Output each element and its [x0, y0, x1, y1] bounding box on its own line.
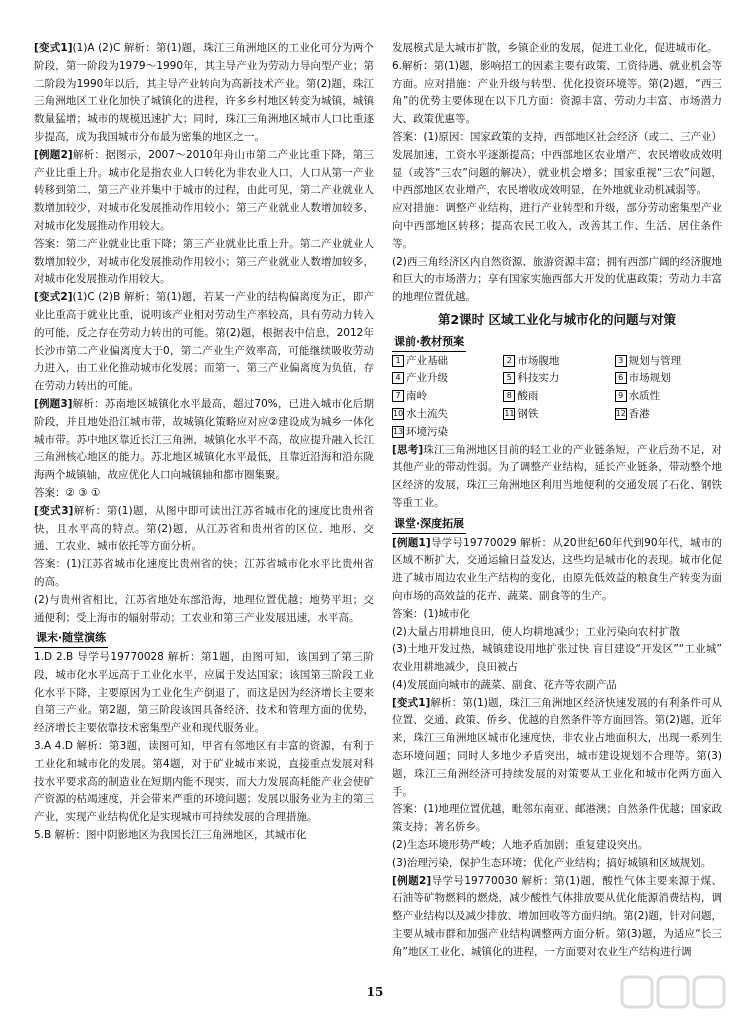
paragraph-text: (2)生态环境形势严峻；人地矛盾加剧；重复建设突出。	[392, 839, 649, 852]
page-number: 15	[366, 985, 384, 999]
answer-paragraph	[34, 396, 374, 485]
preview-answer-item	[392, 353, 499, 371]
paragraph-text: (2)大量占用耕地良田，使人均耕地减少；工业污染向农村扩散	[392, 625, 680, 638]
paragraph-text: 解析：苏南地区城镇化水平最高，超过70%，已进入城市化后期阶段，并且地处沿江城市带，故城镇化策略应对应②建设成为城乡一体化城市带。苏中地区靠近长江三角洲，城镇化水平不高，故应提升融入长江三角洲核心地区的能力。苏北地区城镇化水平最低，且靠近沿海和沿东陇海两个城镇轴，故应优化人口向城镇轴和都市圈集聚。	[34, 397, 374, 482]
answer-paragraph	[392, 695, 722, 802]
answer-paragraph	[34, 556, 374, 592]
left-column	[34, 40, 374, 845]
preview-answer-item	[615, 353, 722, 371]
question-tag: [例题1]	[392, 536, 431, 549]
paragraph-text: 解析：据图示，2007～2010年舟山市第二产业比重下降，第三产业比重上升。城市化是指农业人口转化为非农业人口，人口从第一产业转移到第二、第三产业并集中于城市的过程，由此可见，第二产业就业人数增加较少，对城市化发展推动作用较小；第三产业就业人数增加较多，对城市化发展推动作用较大。	[34, 148, 374, 232]
paragraph-text: (2)与贵州省相比，江苏省地处东部沿海，地理位置优越；地势平坦；交通便利；受上海市的辐射带动；工农业和第三产业发展迅速，水平高。	[34, 593, 374, 624]
preview-answer-item	[392, 424, 499, 442]
item-text: 环境污染	[406, 425, 448, 438]
question-tag: [例题3]	[34, 397, 73, 410]
paragraph-text: 导学号19770029 解析：从20世纪60年代到90年代，城市的区域不断扩大，交通运输日益发达，这些均是城市化的表现。城市化促进了城市周边农业生产结构的变化，由原先低效益的粮食生产转变为面向市场的高效益的花卉、蔬菜、副食等的生产。	[392, 536, 722, 602]
paragraph-text: 答案：(1)原因：国家政策的支持，西部地区社会经济（或二、三产业）发展加速，工资水平逐渐提高；中西部地区农业增产、农民增收成效明显（或答“三农”问题的解决），就业机会增多；国家重视“三农”问题，中西部地区农业增产，农民增收成效明显，在外地就业动机减弱等。	[392, 130, 722, 197]
preview-answer-item	[503, 406, 610, 424]
item-text: 规划与管理	[628, 354, 682, 367]
preview-answer-item	[503, 370, 610, 388]
answer-paragraph	[34, 40, 374, 147]
lesson-title: 第2课时 区域工业化与城市化的问题与对策	[437, 311, 677, 327]
answer-paragraph	[392, 535, 722, 606]
paragraph-text: (3)土地开发过热，城镇建设用地扩张过快 盲目建设“开发区”“工业城” 农业用耕地减少，良田被占	[392, 643, 722, 674]
preview-answer-item	[615, 406, 722, 424]
item-number-box: 10	[393, 408, 404, 418]
section-deep-extension: 课堂·深度拓展	[392, 515, 466, 534]
right-column	[392, 40, 722, 962]
answer-paragraph	[392, 801, 722, 837]
preview-answer-item	[503, 388, 610, 406]
item-text: 钢铁	[517, 407, 539, 420]
answer-paragraph	[392, 624, 722, 642]
item-number-box: 7	[392, 390, 404, 402]
think-tag: [思考]	[392, 443, 424, 456]
item-number-box: 6	[615, 372, 627, 384]
paragraph-text: 答案：第二产业就业比重下降；第三产业就业比重上升。第二产业就业人数增加较少，对城市化发展推动作用较小；第三产业就业人数增加较多，对城市化发展推动作用较大。	[34, 237, 374, 286]
answer-paragraph	[34, 236, 374, 289]
question-tag: [例题2]	[34, 148, 73, 161]
paragraph-text: 发展模式是大城市扩散，乡镇企业的发展，促进工业化，促进城市化。	[392, 42, 718, 54]
paragraph-text: 6.解析：第(1)题，影响招工的因素主要有政策、工资待遇、就业机会等方面。应对措施：产业升级与转型、优化投资环境等。第(2)题，“西三角”的优势主要体现在以下几方面：资源丰富、劳动力丰富、市场潜力大、政策优惠等。	[392, 59, 722, 126]
preview-answer-item	[615, 370, 722, 388]
answer-paragraph	[34, 503, 374, 556]
answer-paragraph	[34, 827, 374, 845]
paragraph-text: 答案：(1)江苏省城市化速度比贵州省的快；江苏省城市化水平比贵州省的高。	[34, 558, 374, 588]
item-text: 水质性	[628, 390, 661, 403]
question-tag: [变式3]	[34, 504, 74, 517]
question-tag: [变式1]	[392, 696, 431, 709]
preview-answer-item	[392, 388, 499, 406]
preview-answer-item	[392, 370, 499, 388]
preview-answer-item	[615, 388, 722, 406]
answer-paragraph	[34, 289, 374, 396]
paragraph-text: 答案：② ③ ①	[34, 486, 101, 499]
answer-paragraph	[392, 606, 722, 624]
answer-paragraph	[392, 200, 722, 253]
item-text: 科技实力	[517, 372, 560, 385]
preview-answer-item	[392, 406, 499, 424]
answer-paragraph	[34, 147, 374, 236]
item-text: 南岭	[406, 390, 427, 403]
paragraph-text: 答案：(1)地理位置优越，毗邻东南亚、邮港澳；自然条件优越；国家政策支持；著名侨乡。	[392, 803, 722, 834]
paragraph-text: 解析：第(1)题，从图中即可读出江苏省城市化的速度比贵州省快，且水平高的特点。第(2)题，从江苏省和贵州省的区位、地形、交通、工农业、城市依托等方面分析。	[34, 504, 374, 553]
think-text: 珠江三角洲地区目前的轻工业的产业链条短，产业后劲不足，对其他产业的带动性弱。为了调整产业结构，延长产业链条，带动整个地区经济的发展，珠江三角洲地区利用当地便利的交通发展了石化、钢铁等重工业。	[392, 443, 722, 509]
answer-paragraph	[34, 738, 374, 827]
answer-paragraph	[392, 254, 722, 307]
item-text: 产业升级	[406, 372, 448, 385]
paragraph-text: 1.D 2.B 导学号19770028 解析：第1题，由图可知，该国到了第三阶段，城市化水平远高于工业化水平，应属于发达国家；该国第三阶段工业化水平下降，主要原因为工业化生产倒退了，而这是因为经济增长主要来自第三产业。第2题，第三阶段该国具备经济、技术和管理方面的优势，经济增长主要依靠技术密集型产业和现代服务业。	[34, 651, 374, 735]
item-number-box: 2	[503, 355, 515, 367]
item-number-box: 11	[504, 408, 515, 418]
preview-answer-item	[503, 353, 610, 371]
answer-paragraph	[34, 485, 374, 503]
item-text: 香港	[628, 407, 650, 420]
paragraph-text: (1)C (2)B 解析：第(1)题，若某一产业的结构偏离度为正，即产业比重高于就业比重，说明该产业相对劳动生产率较高，具有劳动力转入的可能，反之存在劳动力转出的可能。第(2)题，根据表中信息，2012年长沙市第二产业偏离度大于0，第二产业生产效率高，可能继续吸收劳动力进入，由工业化推动城市化发展；而第一、第三产业偏离度为负值，存在劳动力转出的可能。	[34, 291, 374, 393]
answer-paragraph	[392, 677, 722, 695]
section-after-class-practice: 课末·随堂演练	[34, 629, 108, 648]
item-number-box: 9	[615, 390, 627, 402]
paragraph-text: (4)发展面向城市的蔬菜、副食、花卉等农副产品	[392, 678, 617, 691]
item-number-box: 8	[503, 390, 515, 402]
paragraph-text: 应对措施：调整产业结构，进行产业转型和升级，部分劳动密集型产业向中西部地区转移；提高农民工收入，改善其工作、生活、居住条件等。	[392, 202, 722, 250]
question-tag: [变式1]	[34, 42, 73, 54]
think-paragraph	[392, 442, 722, 513]
item-number-box: 3	[615, 355, 627, 367]
item-text: 酸雨	[517, 390, 539, 403]
answer-paragraph	[392, 873, 722, 962]
question-tag: [例题2]	[392, 874, 432, 887]
paragraph-text: 3.A 4.D 解析：第3题，读图可知，甲省有邻地区有丰富的资源，有利于工业化和城市化的发展。第4题，对于矿业城市来说，直接重点发展对科技水平要求高的制造业在短期内能不现实，而大力发展高耗能产业会使矿产资源的枯竭速度，并会带来严重的环境问题；发展以服务业为主的第三产业，实现产业结构优化是实现城市可持续发展的合理措施。	[34, 740, 374, 824]
answer-paragraph	[392, 641, 722, 677]
answer-paragraph	[392, 855, 722, 873]
item-text: 水土流失	[406, 407, 448, 420]
item-text: 市场腹地	[517, 354, 560, 367]
paragraph-text: (3)治理污染，保护生态环境；优化产业结构；搞好城镇和区域规划。	[392, 856, 712, 869]
item-number-box: 1	[392, 355, 404, 367]
paragraph-text: 答案：(1)城市化	[392, 607, 470, 620]
item-text: 市场规划	[628, 372, 671, 385]
question-tag: [变式2]	[34, 291, 73, 304]
answer-paragraph	[392, 129, 722, 200]
answer-paragraph	[34, 592, 374, 628]
paragraph-text: 解析：第(1)题，珠江三角洲地区经济快速发展的有利条件可从位置、交通、政策、侨乡、优越的自然条件等方面回答。第(2)题，近年来，珠江三角洲地区城市化速度快，非农业占地面积大，出现一系列生态环境问题；同时人多地少矛盾突出，城市建设规划不合理等。第(3)题，珠江三角洲经济可持续发展的对策要从工业化和城市化两方面入手。	[392, 696, 722, 798]
item-number-box: 4	[392, 372, 404, 384]
answer-paragraph	[392, 58, 722, 129]
item-text: 产业基础	[406, 354, 448, 367]
section-preview: 课前·教材预案	[392, 333, 466, 352]
item-number-box: 5	[503, 372, 515, 384]
paragraph-text: (2)西三角经济区内自然资源、旅游资源丰富；拥有西部广阔的经济腹地和巨大的市场潜力；享有国家实施西部大开发的优惠政策；劳动力丰富的地理位置优越。	[392, 255, 722, 304]
answer-paragraph	[34, 649, 374, 738]
preview-answer-grid	[392, 353, 722, 442]
answer-paragraph	[392, 40, 722, 58]
answer-paragraph	[392, 837, 722, 855]
paragraph-text: (1)A (2)C 解析：第(1)题，珠江三角洲地区的工业化可分为两个阶段，第一阶段为1979～1990年，其主导产业为劳动力导向型产业；第二阶段为1990年以后，其主导产业转向为高新技术产业。第(2)题，珠江三角洲地区工业化加快了城镇化的进程，许多乡村地区转变为城镇，城镇数量猛增；城市的规模迅速扩大；同时，珠江三角洲地区城市人口比重逐步提高，成为我国城市分布最为密集的地区之一。	[34, 42, 375, 143]
item-number-box: 13	[393, 426, 404, 436]
paragraph-text: 导学号19770030 解析：第(1)题，酸性气体主要来源于煤、石油等矿物燃料的燃烧，减少酸性气体排放要从优化能源消费结构，调整产业结构以及减少排放、增加回收等方面归纳。第(2)题，针对问题，主要从城市群和加强产业结构调整两方面分析。第(3)题，为适应“长三角”地区工业化、城镇化的进程，一方面要对农业生产结构进行调	[392, 874, 722, 958]
watermark-logo	[620, 973, 730, 1013]
item-number-box: 12	[615, 408, 626, 418]
paragraph-text: 5.B 解析：图中阴影地区为我国长江三角洲地区，其城市化	[34, 829, 307, 842]
